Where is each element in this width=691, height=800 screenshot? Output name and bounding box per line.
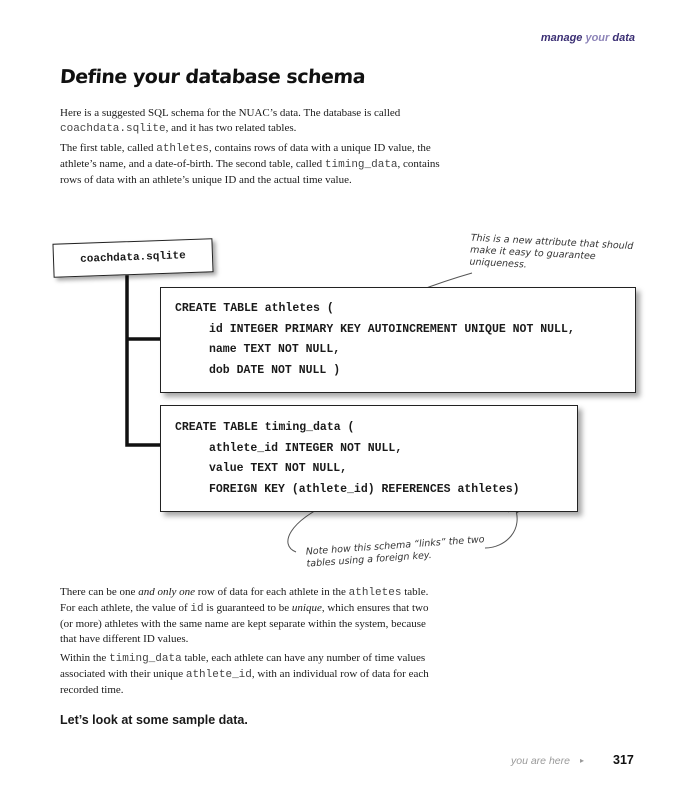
page-number: 317 [613,753,634,767]
code-id: id [190,603,204,615]
text: , with an individual row of data for each recorded time. [60,668,429,696]
sql-line: id INTEGER PRIMARY KEY AUTOINCREMENT UNIQUE NOT NULL, [209,322,575,336]
code-athlete-id: athlete_id [185,669,252,681]
annotation-new-attribute: This is a new attribute that should make it easy to guarantee uniqueness. [469,232,634,271]
emphasis: unique [291,602,322,614]
code-db-name: coachdata.sqlite [60,123,166,135]
text: There can be one [60,586,136,598]
code-athletes: athletes [348,587,402,599]
text: is guaranteed to be [206,602,290,614]
sql-line: athlete_id INTEGER NOT NULL, [209,441,403,455]
body-paragraph-1 [60,585,440,647]
sql-line: CREATE TABLE athletes ( [175,302,334,315]
text: , contains rows of data with an athlete’s unique ID and the actual time value. [60,158,440,186]
sql-line: name TEXT NOT NULL, [209,343,341,356]
athletes-table-sql [160,287,636,393]
header-manage: manage [540,32,583,44]
header-data: data [612,32,635,44]
database-file-label: coachdata.sqlite [52,238,213,278]
sql-line: value TEXT NOT NULL, [209,462,348,475]
body-paragraph-2 [60,651,440,698]
sql-line: CREATE TABLE timing_data ( [175,421,355,434]
tree-line-trunk [127,272,160,445]
footer-you-are-here: you are here [511,755,570,767]
text: The first table, called [60,142,154,154]
sql-line: FOREIGN KEY (athlete_id) REFERENCES athletes) [209,482,520,496]
text: row of data for each athlete in the [197,586,346,598]
text: table, each athlete can have any number of time values associated with their unique [60,652,426,680]
header-your: your [585,32,610,44]
emphasis: and only one [138,586,196,598]
code-timing-data: timing_data [324,159,398,171]
code-timing-data: timing_data [109,653,182,665]
text: , contains rows of data with a unique ID value, the athlete’s name, and a date-of-birth. The second table, called [60,142,431,170]
text: Within the [60,652,107,664]
page-title: Define your database schema [59,66,366,88]
text: , and it has two related tables. [165,122,297,134]
timing-data-table-sql [160,405,578,512]
text: Here is a suggested SQL schema for the NUAC’s data. The database is called [60,107,401,119]
annotation-foreign-key: Note how this schema “links” the two tables using a foreign key. [305,534,485,570]
text: , which ensures that two (or more) athletes with the same name are kept separate within the system, because that have different ID values. [60,602,429,645]
sample-data-heading: Let’s look at some sample data. [60,713,248,727]
sql-line: dob DATE NOT NULL ) [209,363,341,377]
footer-arrow-icon: ▸ [580,756,585,765]
code-athletes: athletes [156,143,210,155]
text: table. For each athlete, the value of [60,586,429,614]
